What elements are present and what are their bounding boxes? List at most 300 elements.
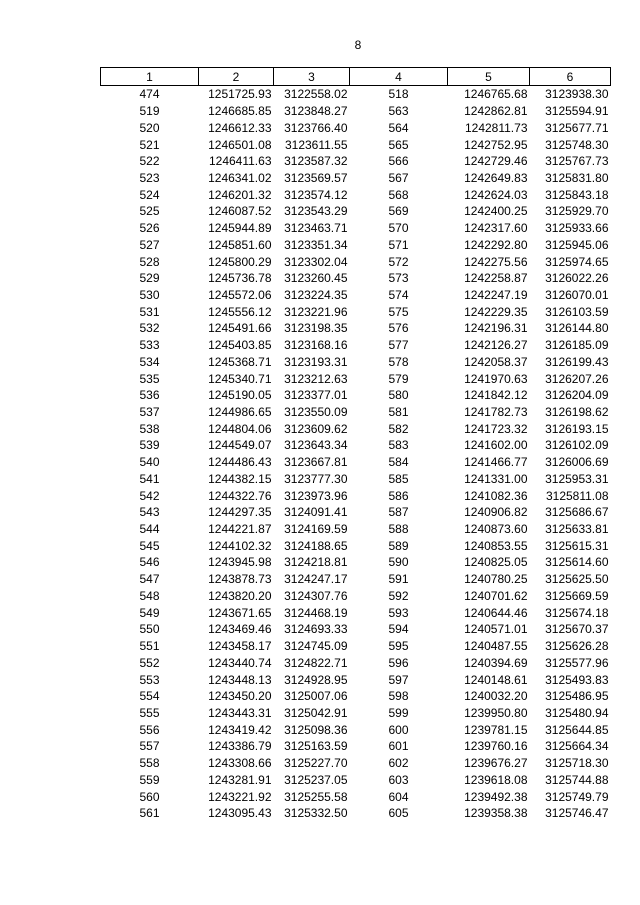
- table-cell: 587: [388, 505, 409, 520]
- table-cell: 574: [388, 287, 409, 302]
- table-cell: 532: [139, 321, 160, 336]
- table-cell: 591: [388, 572, 409, 587]
- table-cell: 1246501.08: [208, 137, 272, 152]
- table-row: [101, 454, 611, 471]
- table-cell: 1241842.12: [464, 388, 528, 403]
- table-cell: 3123193.31: [284, 354, 348, 369]
- table-cell: 3125933.66: [545, 221, 609, 236]
- table-cell: 3123168.16: [284, 338, 348, 353]
- table-cell: 1240032.20: [464, 689, 528, 704]
- table-cell: 580: [388, 388, 409, 403]
- table-cell: 3123550.09: [284, 405, 348, 420]
- table-cell: 3123351.34: [284, 237, 348, 252]
- table-row: [101, 303, 611, 320]
- table-cell: 1243458.17: [208, 639, 272, 654]
- table-body: [101, 86, 611, 822]
- table-cell: 590: [388, 555, 409, 570]
- table-cell: 1245491.66: [208, 321, 272, 336]
- table-cell: 1242729.46: [464, 154, 528, 169]
- table-row: [101, 270, 611, 287]
- table-row: [101, 537, 611, 554]
- table-cell: 1245556.12: [208, 304, 272, 319]
- column-header: 5: [448, 68, 530, 86]
- table-cell: 3126006.69: [545, 455, 609, 470]
- table-cell: 595: [388, 639, 409, 654]
- table-cell: 559: [139, 772, 160, 787]
- table-cell: 533: [139, 338, 160, 353]
- table-cell: 518: [388, 87, 409, 102]
- table-cell: 548: [139, 588, 160, 603]
- table-row: [101, 203, 611, 220]
- table-cell: 3126070.01: [545, 287, 609, 302]
- table-cell: 3125749.79: [545, 789, 609, 804]
- page-number: 8: [354, 38, 362, 52]
- table-cell: 3125227.70: [284, 756, 348, 771]
- table-cell: 1239618.08: [464, 772, 528, 787]
- table-row: [101, 688, 611, 705]
- table-cell: 3126199.43: [545, 354, 609, 369]
- table-cell: 1240487.55: [464, 639, 528, 654]
- table-cell: 521: [139, 137, 160, 152]
- table-cell: 553: [139, 672, 160, 687]
- table-cell: 1243308.66: [208, 756, 272, 771]
- table-cell: 1242400.25: [464, 204, 528, 219]
- table-cell: 528: [139, 254, 160, 269]
- table-cell: 1246685.85: [208, 104, 272, 119]
- table-cell: 3123198.35: [284, 321, 348, 336]
- table-cell: 1239676.27: [464, 756, 528, 771]
- table-cell: 1245190.05: [208, 388, 272, 403]
- table-cell: 3125163.59: [284, 739, 348, 754]
- table-cell: 525: [139, 204, 160, 219]
- table-cell: 593: [388, 605, 409, 620]
- table-row: [101, 504, 611, 521]
- table-cell: 1240571.01: [464, 622, 528, 637]
- table-cell: 3126102.09: [545, 438, 609, 453]
- table-cell: 3123777.30: [284, 471, 348, 486]
- table-cell: 3124169.59: [284, 522, 348, 537]
- table-cell: 1243448.13: [208, 672, 272, 687]
- table-cell: 3125615.31: [545, 538, 609, 553]
- table-cell: 3123973.96: [284, 488, 348, 503]
- table-cell: 3123574.12: [284, 187, 348, 202]
- table-cell: 523: [139, 170, 160, 185]
- table-cell: 539: [139, 438, 160, 453]
- table-cell: 522: [139, 154, 160, 169]
- table-cell: 1244221.87: [208, 522, 272, 537]
- table-cell: 3126193.15: [545, 421, 609, 436]
- table-cell: 589: [388, 538, 409, 553]
- table-row: [101, 788, 611, 805]
- table-cell: 556: [139, 722, 160, 737]
- column-header: 3: [274, 68, 350, 86]
- table-cell: 3125237.05: [284, 772, 348, 787]
- table-cell: 3125480.94: [545, 705, 609, 720]
- table-cell: 573: [388, 271, 409, 286]
- table-cell: 529: [139, 271, 160, 286]
- table-cell: 579: [388, 371, 409, 386]
- table-cell: 1242229.35: [464, 304, 528, 319]
- table-cell: 1243820.20: [208, 588, 272, 603]
- table-cell: 1240644.46: [464, 605, 528, 620]
- table-cell: 538: [139, 421, 160, 436]
- table-cell: 3125626.28: [545, 639, 609, 654]
- table-row: [101, 654, 611, 671]
- table-cell: 1241602.00: [464, 438, 528, 453]
- table-cell: 3123609.62: [284, 421, 348, 436]
- table-cell: 3125577.96: [545, 655, 609, 670]
- table-cell: 3125677.71: [545, 120, 609, 135]
- table-cell: 1239760.16: [464, 739, 528, 754]
- table-cell: 1245944.89: [208, 221, 272, 236]
- table-cell: 3125669.59: [545, 588, 609, 603]
- table-cell: 3124745.09: [284, 639, 348, 654]
- table-cell: 594: [388, 622, 409, 637]
- table-cell: 1245800.29: [208, 254, 272, 269]
- table-cell: 542: [139, 488, 160, 503]
- table-cell: 1245572.06: [208, 287, 272, 302]
- table-row: [101, 287, 611, 304]
- table-cell: 1242317.60: [464, 221, 528, 236]
- table-cell: 564: [388, 120, 409, 135]
- table-cell: 1243095.43: [208, 806, 272, 821]
- table-cell: 3124188.65: [284, 538, 348, 553]
- table-cell: 537: [139, 405, 160, 420]
- table-cell: 3123543.29: [284, 204, 348, 219]
- column-header: 1: [101, 68, 199, 86]
- table-cell: 1239781.15: [464, 722, 528, 737]
- table-cell: 597: [388, 672, 409, 687]
- table-row: [101, 119, 611, 136]
- table-cell: 1241082.36: [464, 488, 528, 503]
- table-cell: 1243386.79: [208, 739, 272, 754]
- table-cell: 1251725.93: [208, 87, 272, 102]
- table-cell: 3124307.76: [284, 588, 348, 603]
- table-cell: 3124468.19: [284, 605, 348, 620]
- table-cell: 1242862.81: [464, 104, 528, 119]
- table-row: [101, 437, 611, 454]
- table-cell: 3125811.08: [545, 488, 609, 503]
- table-row: [101, 387, 611, 404]
- table-cell: 1244297.35: [208, 505, 272, 520]
- table-cell: 565: [388, 137, 409, 152]
- table-cell: 598: [388, 689, 409, 704]
- table-cell: 1240701.62: [464, 588, 528, 603]
- table-cell: 569: [388, 204, 409, 219]
- table-cell: 3125098.36: [284, 722, 348, 737]
- table-cell: 3125332.50: [284, 806, 348, 821]
- table-cell: 535: [139, 371, 160, 386]
- table-cell: 3124822.71: [284, 655, 348, 670]
- table-cell: 583: [388, 438, 409, 453]
- table-cell: 541: [139, 471, 160, 486]
- table-cell: 1246411.63: [208, 154, 272, 169]
- table-cell: 3123569.57: [284, 170, 348, 185]
- table-cell: 1240853.55: [464, 538, 528, 553]
- table-row: [101, 153, 611, 170]
- table-cell: 558: [139, 756, 160, 771]
- table-cell: 1241331.00: [464, 471, 528, 486]
- table-cell: 555: [139, 705, 160, 720]
- table-cell: 1240148.61: [464, 672, 528, 687]
- table-cell: 520: [139, 120, 160, 135]
- table-cell: 1241723.32: [464, 421, 528, 436]
- table-cell: 1242126.27: [464, 338, 528, 353]
- table-cell: 1243419.42: [208, 722, 272, 737]
- table-row: [101, 755, 611, 772]
- table-cell: 3123221.96: [284, 304, 348, 319]
- table-cell: 1245340.71: [208, 371, 272, 386]
- table-cell: 3125614.60: [545, 555, 609, 570]
- table-cell: 1245736.78: [208, 271, 272, 286]
- table-row: [101, 253, 611, 270]
- column-header: 4: [350, 68, 448, 86]
- table-cell: 602: [388, 756, 409, 771]
- table-cell: 3126103.59: [545, 304, 609, 319]
- column-header: 2: [199, 68, 274, 86]
- table-cell: 3122558.02: [284, 87, 348, 102]
- table-cell: 3125945.06: [545, 237, 609, 252]
- table-cell: 581: [388, 405, 409, 420]
- table-cell: 604: [388, 789, 409, 804]
- table-row: [101, 621, 611, 638]
- table-cell: 1244322.76: [208, 488, 272, 503]
- table-cell: 1241970.63: [464, 371, 528, 386]
- table-row: [101, 337, 611, 354]
- table-cell: 474: [139, 87, 160, 102]
- table-cell: 1242292.80: [464, 237, 528, 252]
- table-cell: 3126207.26: [545, 371, 609, 386]
- table-row: [101, 471, 611, 488]
- table-cell: 527: [139, 237, 160, 252]
- table-cell: 3125633.81: [545, 522, 609, 537]
- table-cell: 568: [388, 187, 409, 202]
- table-cell: 584: [388, 455, 409, 470]
- table-cell: 3123667.81: [284, 455, 348, 470]
- table-cell: 3125674.18: [545, 605, 609, 620]
- column-header: 6: [530, 68, 611, 86]
- table-cell: 561: [139, 806, 160, 821]
- table-cell: 571: [388, 237, 409, 252]
- table-cell: 3126185.09: [545, 338, 609, 353]
- table-row: [101, 554, 611, 571]
- table-cell: 588: [388, 522, 409, 537]
- table-cell: 603: [388, 772, 409, 787]
- table-cell: 546: [139, 555, 160, 570]
- table-row: [101, 136, 611, 153]
- table-cell: 3123611.55: [284, 137, 348, 152]
- table-row: [101, 487, 611, 504]
- table-cell: 3125594.91: [545, 104, 609, 119]
- table-row: [101, 805, 611, 822]
- table-cell: 3125670.37: [545, 622, 609, 637]
- table-header-row: [101, 68, 611, 86]
- table-cell: 1242196.31: [464, 321, 528, 336]
- table-cell: 3124247.17: [284, 572, 348, 587]
- table-cell: 3123848.27: [284, 104, 348, 119]
- table-cell: 3125744.88: [545, 772, 609, 787]
- table-cell: 560: [139, 789, 160, 804]
- table-cell: 1240825.05: [464, 555, 528, 570]
- table-cell: 1242624.03: [464, 187, 528, 202]
- table-cell: 3126198.62: [545, 405, 609, 420]
- table-cell: 3125486.95: [545, 689, 609, 704]
- table-cell: 578: [388, 354, 409, 369]
- table-cell: 1243671.65: [208, 605, 272, 620]
- table-cell: 586: [388, 488, 409, 503]
- table-cell: 524: [139, 187, 160, 202]
- table-cell: 3125255.58: [284, 789, 348, 804]
- table-row: [101, 103, 611, 120]
- table-cell: 530: [139, 287, 160, 302]
- table-cell: 1244549.07: [208, 438, 272, 453]
- table-cell: 576: [388, 321, 409, 336]
- table-cell: 3123260.45: [284, 271, 348, 286]
- table-cell: 540: [139, 455, 160, 470]
- table-cell: 552: [139, 655, 160, 670]
- table-cell: 1240906.82: [464, 505, 528, 520]
- table-cell: 1246765.68: [464, 87, 528, 102]
- table-row: [101, 320, 611, 337]
- table-cell: 557: [139, 739, 160, 754]
- table-cell: 1246201.32: [208, 187, 272, 202]
- table-cell: 605: [388, 806, 409, 821]
- table-row: [101, 671, 611, 688]
- table-cell: 3125686.67: [545, 505, 609, 520]
- table-cell: 3126204.09: [545, 388, 609, 403]
- table-cell: 3123302.04: [284, 254, 348, 269]
- table-cell: 1244986.65: [208, 405, 272, 420]
- table-cell: 1242258.87: [464, 271, 528, 286]
- table-cell: 570: [388, 221, 409, 236]
- table-row: [101, 588, 611, 605]
- table-cell: 3124218.81: [284, 555, 348, 570]
- table-cell: 1241782.73: [464, 405, 528, 420]
- table-cell: 572: [388, 254, 409, 269]
- table-cell: 3125929.70: [545, 204, 609, 219]
- table-cell: 1244102.32: [208, 538, 272, 553]
- table-cell: 544: [139, 522, 160, 537]
- table-cell: 1242247.19: [464, 287, 528, 302]
- table-cell: 3125042.91: [284, 705, 348, 720]
- table-cell: 543: [139, 505, 160, 520]
- table-cell: 1245851.60: [208, 237, 272, 252]
- table-cell: 1243450.20: [208, 689, 272, 704]
- table-cell: 1245403.85: [208, 338, 272, 353]
- table-cell: 1241466.77: [464, 455, 528, 470]
- table-cell: 3123587.32: [284, 154, 348, 169]
- table-cell: 585: [388, 471, 409, 486]
- table-row: [101, 186, 611, 203]
- table-cell: 1245368.71: [208, 354, 272, 369]
- table-cell: 3123377.01: [284, 388, 348, 403]
- table-cell: 566: [388, 154, 409, 169]
- table-cell: 1239358.38: [464, 806, 528, 821]
- table-cell: 3123224.35: [284, 287, 348, 302]
- coordinates-table: [100, 67, 611, 822]
- table-cell: 3125007.06: [284, 689, 348, 704]
- table-cell: 1240873.60: [464, 522, 528, 537]
- table-cell: 3125748.30: [545, 137, 609, 152]
- table-cell: 526: [139, 221, 160, 236]
- table-cell: 596: [388, 655, 409, 670]
- table-cell: 1242058.37: [464, 354, 528, 369]
- table-cell: 3126022.26: [545, 271, 609, 286]
- table-row: [101, 354, 611, 371]
- table-cell: 545: [139, 538, 160, 553]
- table-cell: 1243281.91: [208, 772, 272, 787]
- table-cell: 563: [388, 104, 409, 119]
- table-row: [101, 738, 611, 755]
- table-cell: 567: [388, 170, 409, 185]
- table-cell: 1239950.80: [464, 705, 528, 720]
- table-row: [101, 420, 611, 437]
- table-cell: 1243221.92: [208, 789, 272, 804]
- table-cell: 3124091.41: [284, 505, 348, 520]
- table-cell: 549: [139, 605, 160, 620]
- table-cell: 1244804.06: [208, 421, 272, 436]
- table-cell: 3124693.33: [284, 622, 348, 637]
- table-cell: 1243443.31: [208, 705, 272, 720]
- table-cell: 3125831.80: [545, 170, 609, 185]
- table-row: [101, 705, 611, 722]
- table-cell: 536: [139, 388, 160, 403]
- table-cell: 3125664.34: [545, 739, 609, 754]
- table-cell: 554: [139, 689, 160, 704]
- table-cell: 3125974.65: [545, 254, 609, 269]
- table-cell: 3125767.73: [545, 154, 609, 169]
- table-cell: 3123643.34: [284, 438, 348, 453]
- table-cell: 551: [139, 639, 160, 654]
- table-cell: 534: [139, 354, 160, 369]
- table-cell: 1244382.15: [208, 471, 272, 486]
- table-cell: 3123212.63: [284, 371, 348, 386]
- table-cell: 3125493.83: [545, 672, 609, 687]
- table-row: [101, 638, 611, 655]
- table-cell: 1244486.43: [208, 455, 272, 470]
- table-cell: 531: [139, 304, 160, 319]
- table-row: [101, 220, 611, 237]
- table-row: [101, 370, 611, 387]
- table-cell: 582: [388, 421, 409, 436]
- table-row: [101, 86, 611, 103]
- table-cell: 3123766.40: [284, 120, 348, 135]
- table-cell: 3123463.71: [284, 221, 348, 236]
- table-cell: 1239492.38: [464, 789, 528, 804]
- table-cell: 1242811.73: [464, 120, 528, 135]
- table-cell: 1246087.52: [208, 204, 272, 219]
- table-row: [101, 404, 611, 421]
- table-cell: 592: [388, 588, 409, 603]
- table-cell: 575: [388, 304, 409, 319]
- table-cell: 519: [139, 104, 160, 119]
- table-cell: 1243469.46: [208, 622, 272, 637]
- table-cell: 3125625.50: [545, 572, 609, 587]
- table-cell: 1243945.98: [208, 555, 272, 570]
- table-cell: 1240394.69: [464, 655, 528, 670]
- table-row: [101, 571, 611, 588]
- table-cell: 601: [388, 739, 409, 754]
- table-cell: 577: [388, 338, 409, 353]
- table-cell: 3125644.85: [545, 722, 609, 737]
- table-row: [101, 236, 611, 253]
- table-row: [101, 771, 611, 788]
- table-cell: 550: [139, 622, 160, 637]
- table-cell: 1246341.02: [208, 170, 272, 185]
- table-cell: 1243878.73: [208, 572, 272, 587]
- table-cell: 3124928.95: [284, 672, 348, 687]
- table-cell: 1242275.56: [464, 254, 528, 269]
